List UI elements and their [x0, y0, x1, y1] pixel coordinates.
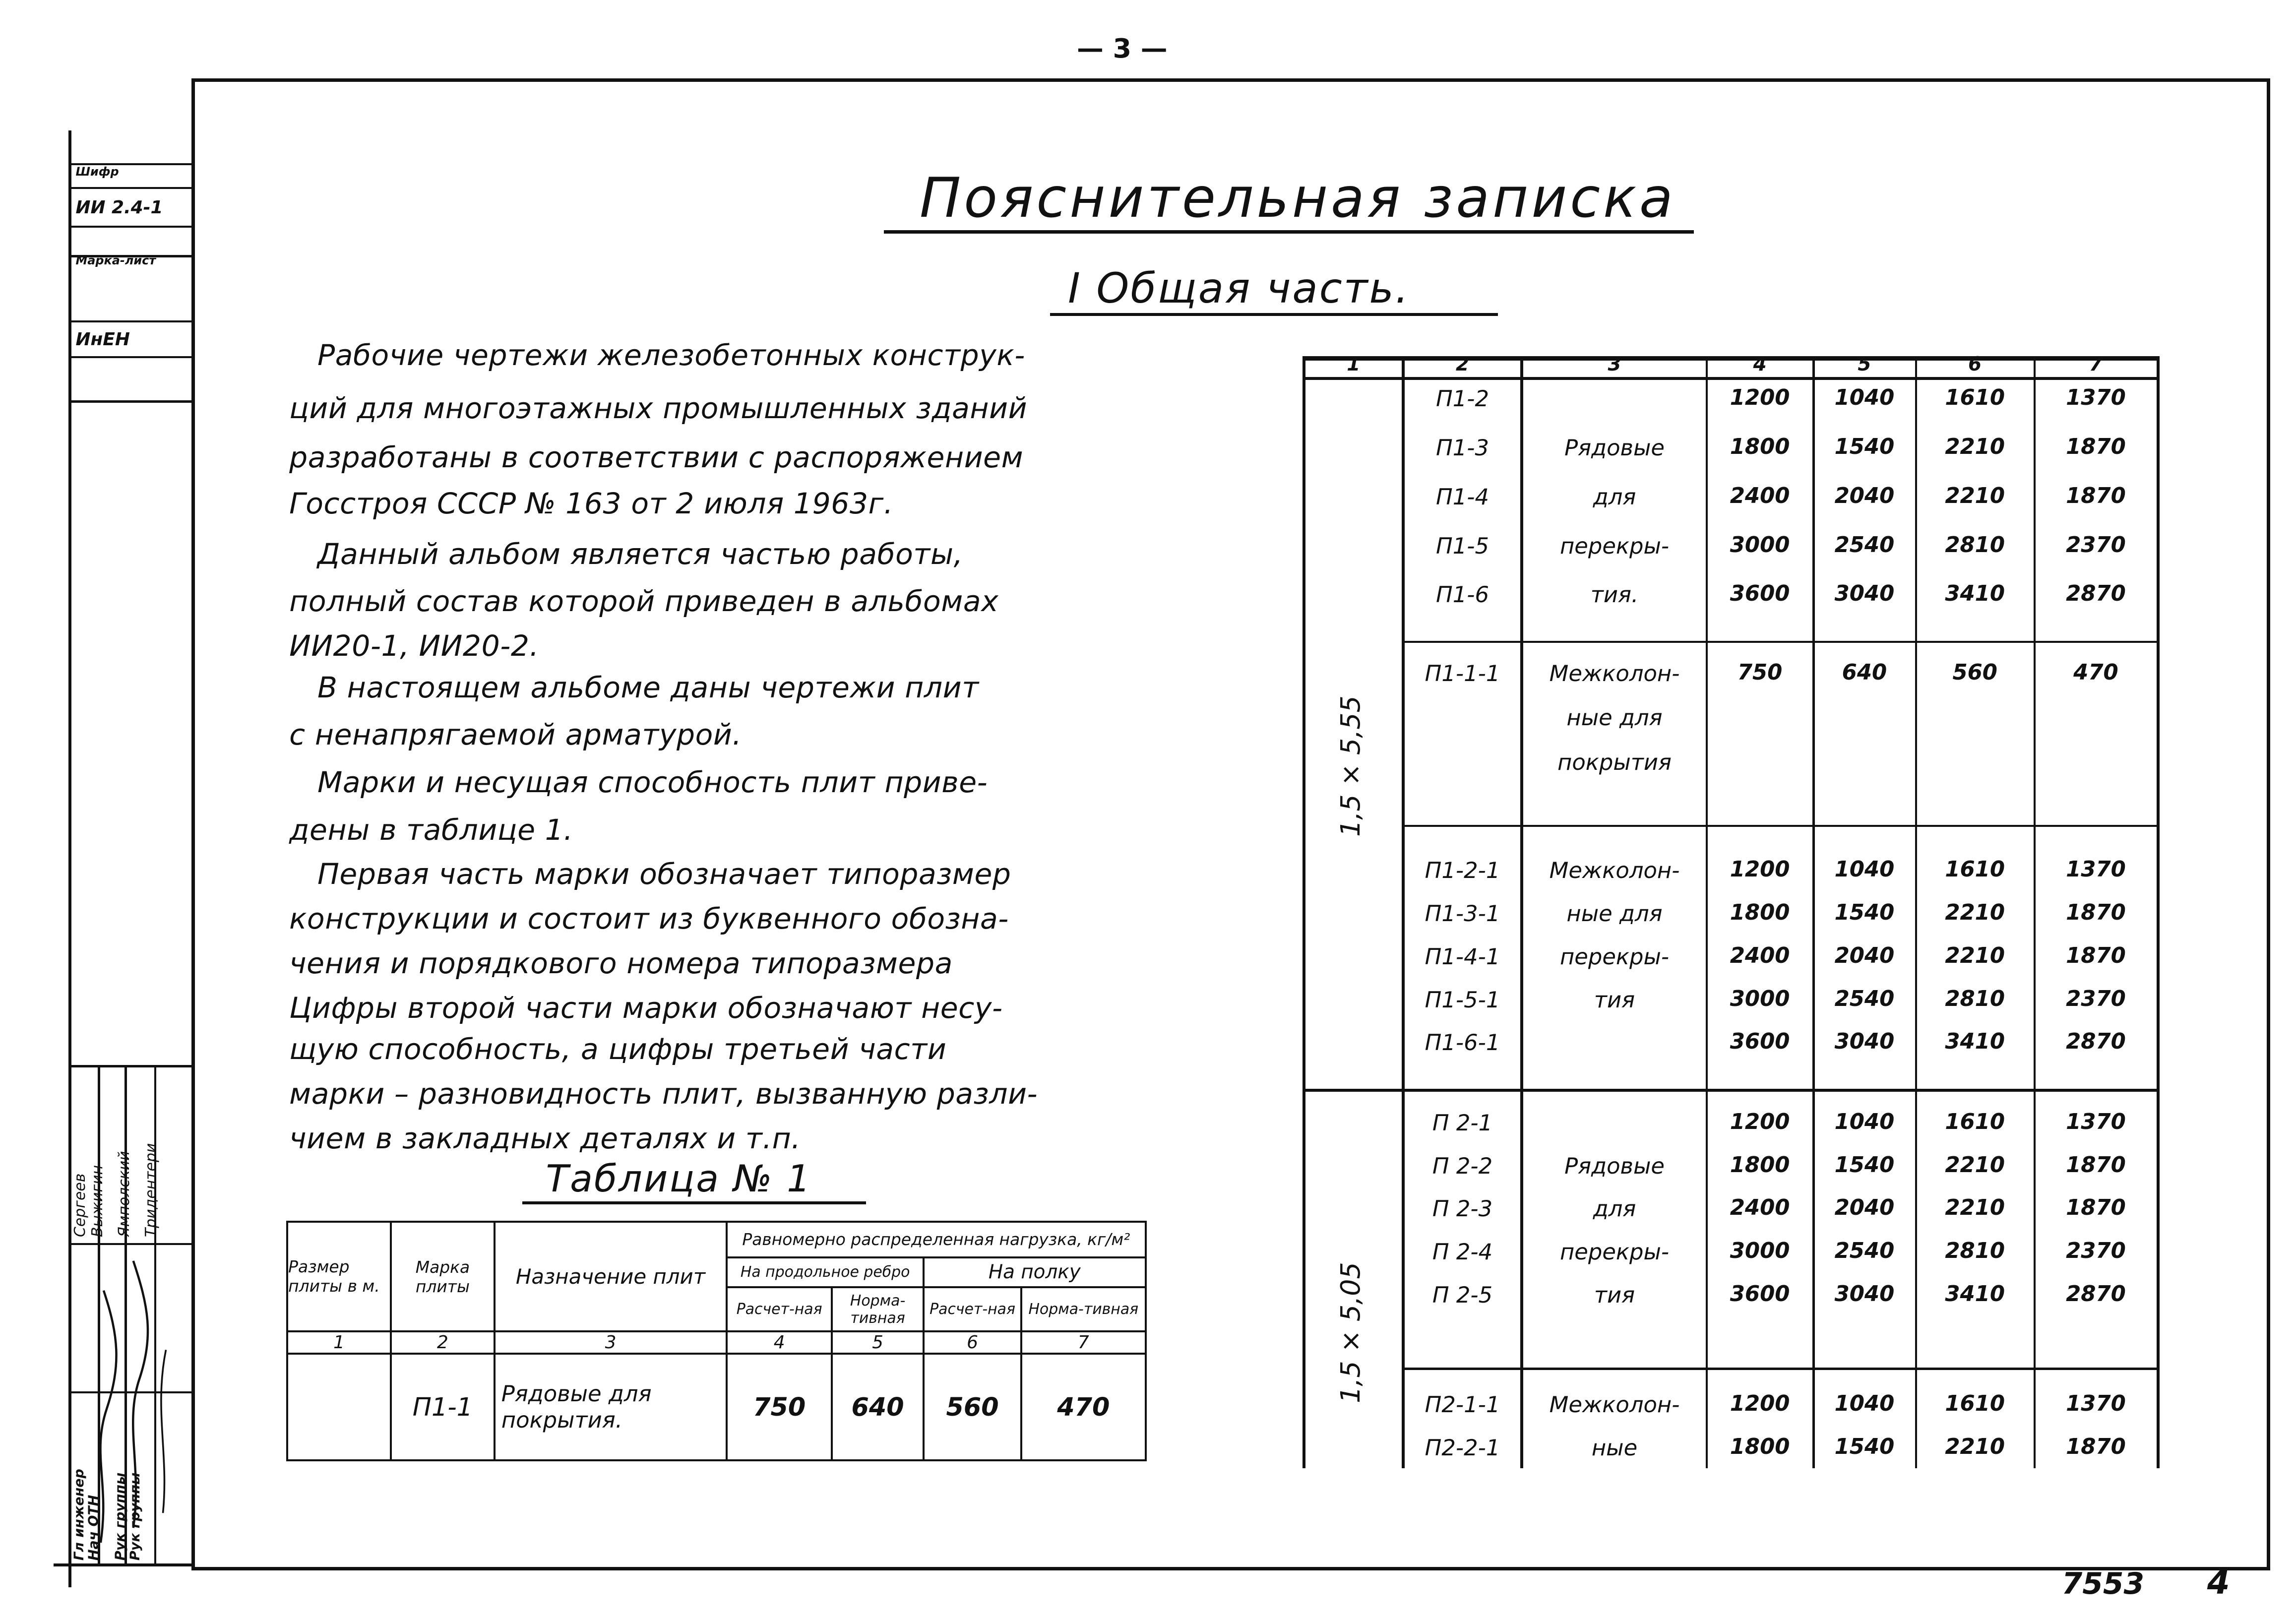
- page-title: Пояснительная записка: [920, 166, 1676, 230]
- rt-purpose: перекры-: [1559, 943, 1670, 970]
- rt-value: 2400: [1730, 943, 1790, 968]
- t1-h-mark: Марка плиты: [391, 1222, 495, 1331]
- rt-value: 1800: [1730, 1152, 1790, 1178]
- rt-mark: П 2-5: [1432, 1281, 1493, 1308]
- rt-purpose: для: [1593, 1195, 1636, 1222]
- rt-value: 2210: [1945, 483, 2005, 508]
- rt-value: 1200: [1730, 1109, 1790, 1134]
- rt-head: 2: [1455, 353, 1470, 375]
- rt-value: 2400: [1730, 483, 1790, 508]
- rt-value: 1200: [1730, 1391, 1790, 1416]
- rt-purpose: покрытия: [1557, 749, 1672, 776]
- t1-cell: [287, 1354, 391, 1460]
- rt-value: 2040: [1834, 483, 1895, 508]
- rt-value: 2540: [1834, 532, 1895, 558]
- rt-value: 3600: [1730, 1029, 1790, 1055]
- footer-sheet: 4: [2207, 1563, 2230, 1602]
- rt-purpose: Межколон-: [1549, 1391, 1680, 1418]
- body-line: Первая часть марки обозначает типоразмер: [317, 857, 1011, 891]
- rt-value: 1370: [2066, 385, 2126, 411]
- table1-caption: Таблица № 1: [546, 1157, 812, 1200]
- stamp-value: ИнЕН: [75, 329, 130, 350]
- rt-value: 1370: [2066, 857, 2126, 882]
- t1-h-norm2: Норма-тивная: [1021, 1287, 1146, 1332]
- rt-value: 2870: [2066, 1029, 2126, 1055]
- t1-h-size: Размер плиты в м.: [287, 1222, 391, 1331]
- rt-value: 1870: [2066, 1434, 2126, 1459]
- t1-h-shelf: На полку: [924, 1257, 1145, 1287]
- rt-value: 2210: [1945, 1195, 2005, 1221]
- rt-mark: П1-2-1: [1425, 857, 1500, 884]
- rt-value: 3600: [1730, 1281, 1790, 1307]
- marks-table: [1303, 353, 2160, 1469]
- rt-value: 1540: [1834, 1152, 1895, 1178]
- rt-mark: П1-5-1: [1425, 986, 1500, 1013]
- rt-value: 3410: [1945, 581, 2005, 607]
- rt-value: 2540: [1834, 986, 1895, 1011]
- body-line: ций для многоэтажных промышленных зданий: [289, 391, 1028, 426]
- rt-value: 2210: [1945, 1152, 2005, 1178]
- rt-value: 1800: [1730, 435, 1790, 460]
- body-line: разработаны в соответствии с распоряжением: [289, 440, 1024, 475]
- rt-purpose: тия: [1594, 986, 1635, 1013]
- rt-value: 2370: [2066, 986, 2126, 1011]
- rt-value: 560: [1952, 660, 1997, 685]
- rt-purpose: тия: [1594, 1281, 1635, 1308]
- rt-value: 1870: [2066, 1152, 2126, 1178]
- t1-num: 7: [1021, 1331, 1146, 1354]
- page-number: — 3 —: [1077, 32, 1168, 64]
- rt-value: 2400: [1730, 1195, 1790, 1221]
- name-2: Выжигин: [89, 1165, 107, 1237]
- body-line: Госстроя СССР № 163 от 2 июля 1963г.: [289, 486, 894, 520]
- rt-value: 3000: [1730, 1238, 1790, 1263]
- name-4: Тридентери: [142, 1143, 160, 1237]
- rt-value: 2210: [1945, 943, 2005, 968]
- rt-purpose: тия.: [1590, 581, 1639, 608]
- rt-purpose: перекры-: [1559, 532, 1670, 559]
- rt-head: 3: [1608, 353, 1621, 375]
- rt-mark: П1-3: [1436, 435, 1489, 461]
- rt-mark: П1-2: [1436, 385, 1489, 412]
- rt-value: 1540: [1834, 435, 1895, 460]
- t1-h-rib: На продольное ребро: [727, 1257, 924, 1287]
- rt-mark: П1-5: [1436, 532, 1489, 559]
- t1-num: 1: [287, 1331, 391, 1354]
- signer-4: Рук группы: [127, 1472, 143, 1561]
- body-line: щую способность, а цифры третьей части: [289, 1032, 947, 1066]
- rt-head: 1: [1347, 353, 1361, 375]
- rt-value: 1040: [1834, 385, 1895, 411]
- rt-value: 2370: [2066, 1238, 2126, 1263]
- body-line: конструкции и состоит из буквенного обозна-: [289, 902, 1009, 936]
- rt-value: 1200: [1730, 385, 1790, 411]
- rt-value: 1870: [2066, 943, 2126, 968]
- t1-num: 6: [924, 1331, 1021, 1354]
- t1-v: 640: [832, 1354, 924, 1460]
- body-line: Рабочие чертежи железобетонных конструк-: [317, 338, 1025, 372]
- rt-value: 1610: [1945, 1391, 2005, 1416]
- rt-purpose: перекры-: [1559, 1238, 1670, 1265]
- rt-purpose: ные для: [1566, 704, 1663, 731]
- rt-value: 2870: [2066, 581, 2126, 607]
- rt-value: 2210: [1945, 1434, 2005, 1459]
- table1: [286, 1221, 1146, 1461]
- body-line: дены в таблице 1.: [289, 812, 573, 847]
- rt-head: 4: [1753, 353, 1767, 375]
- t1-num: 4: [727, 1331, 832, 1354]
- signer-1: Гл инженер: [71, 1469, 87, 1561]
- rt-mark: П 2-3: [1432, 1195, 1493, 1222]
- size-label-b: 1,5 × 5,05: [1335, 1262, 1366, 1403]
- rt-value: 470: [2073, 660, 2118, 685]
- rt-value: 1040: [1834, 857, 1895, 882]
- section-title: I Общая часть.: [1068, 264, 1410, 313]
- t1-num: 2: [391, 1331, 495, 1354]
- rt-purpose: Межколон-: [1549, 857, 1680, 884]
- t1-h-norm: Норма-тивная: [832, 1287, 924, 1332]
- rt-value: 3600: [1730, 581, 1790, 607]
- rt-purpose: ные: [1591, 1434, 1638, 1461]
- name-3: Ямполский: [116, 1151, 133, 1237]
- rt-purpose: ные для: [1566, 900, 1663, 927]
- rt-value: 2370: [2066, 532, 2126, 558]
- rt-mark: П1-6-1: [1425, 1029, 1500, 1056]
- t1-num: 5: [832, 1331, 924, 1354]
- rt-value: 2540: [1834, 1238, 1895, 1263]
- t1-h-calc: Расчет-ная: [727, 1287, 832, 1332]
- rt-value: 2870: [2066, 1281, 2126, 1307]
- signatures-drawing: [89, 1246, 186, 1558]
- t1-h-calc2: Расчет-ная: [924, 1287, 1021, 1332]
- body-line: В настоящем альбоме даны чертежи плит: [317, 670, 979, 704]
- footer-code: 7553: [2061, 1566, 2145, 1601]
- rt-value: 2810: [1945, 532, 2005, 558]
- t1-v: 470: [1021, 1354, 1146, 1460]
- body-line: с ненапрягаемой арматурой.: [289, 718, 742, 752]
- rt-head: 7: [2089, 353, 2103, 375]
- rt-purpose: Рядовые: [1564, 1152, 1665, 1179]
- rt-value: 2810: [1945, 986, 2005, 1011]
- rt-value: 2210: [1945, 900, 2005, 926]
- rt-mark: П1-3-1: [1425, 900, 1500, 927]
- name-1: Сергеев: [71, 1173, 89, 1237]
- rt-value: 1800: [1730, 1434, 1790, 1459]
- signer-2: Нач ОТН: [86, 1495, 102, 1561]
- rt-value: 2040: [1834, 1195, 1895, 1221]
- body-line: Цифры второй части марки обозначают несу-: [289, 991, 1003, 1025]
- rt-value: 640: [1842, 660, 1887, 685]
- rt-mark: П2-2-1: [1425, 1434, 1500, 1461]
- rt-mark: П 2-4: [1432, 1238, 1493, 1265]
- body-line: Марки и несущая способность плит приве-: [317, 765, 988, 800]
- body-line: Данный альбом является частью работы,: [317, 537, 963, 571]
- stamp-label-cipher: Шифр: [75, 164, 119, 179]
- rt-value: 1610: [1945, 385, 2005, 411]
- body-line: чием в закладных деталях и т.п.: [289, 1121, 801, 1155]
- rt-head: 6: [1968, 353, 1982, 375]
- stamp-code: ИИ 2.4-1: [75, 197, 163, 218]
- signer-3: Рук группы: [113, 1472, 128, 1561]
- rt-value: 3040: [1834, 1029, 1895, 1055]
- rt-value: 1870: [2066, 483, 2126, 508]
- rt-head: 5: [1858, 353, 1871, 375]
- rt-value: 3410: [1945, 1281, 2005, 1307]
- rt-value: 3040: [1834, 1281, 1895, 1307]
- rt-purpose: Рядовые: [1564, 435, 1665, 461]
- t1-v: 560: [924, 1354, 1021, 1460]
- t1-h-purpose: Назначение плит: [495, 1222, 727, 1331]
- rt-value: 3000: [1730, 986, 1790, 1011]
- t1-h-load: Равномерно распределенная нагрузка, кг/м²: [727, 1222, 1145, 1257]
- rt-value: 2040: [1834, 943, 1895, 968]
- rt-value: 1870: [2066, 1195, 2126, 1221]
- rt-mark: П1-4-1: [1425, 943, 1500, 970]
- body-line: полный состав которой приведен в альбомах: [289, 584, 999, 619]
- rt-mark: П1-1-1: [1425, 660, 1500, 687]
- rt-purpose: для: [1593, 483, 1636, 510]
- rt-value: 3000: [1730, 532, 1790, 558]
- rt-value: 1870: [2066, 435, 2126, 460]
- rt-mark: П2-1-1: [1425, 1391, 1500, 1418]
- rt-value: 1200: [1730, 857, 1790, 882]
- rt-value: 1870: [2066, 900, 2126, 926]
- rt-value: 3040: [1834, 581, 1895, 607]
- rt-mark: П 2-2: [1432, 1152, 1493, 1179]
- rt-mark: П 2-1: [1432, 1109, 1493, 1136]
- body-line: марки – разновидность плит, вызванную разли-: [289, 1077, 1038, 1111]
- rt-value: 1370: [2066, 1391, 2126, 1416]
- rt-value: 3410: [1945, 1029, 2005, 1055]
- rt-value: 2210: [1945, 435, 2005, 460]
- rt-value: 1540: [1834, 1434, 1895, 1459]
- t1-num: 3: [495, 1331, 727, 1354]
- size-label-a: 1,5 × 5,55: [1335, 695, 1366, 837]
- stamp-label-mark: Марка-лист: [75, 253, 156, 268]
- rt-purpose: Межколон-: [1549, 660, 1680, 687]
- t1-mark: П1-1: [391, 1354, 495, 1460]
- rt-value: 1540: [1834, 900, 1895, 926]
- rt-mark: П1-6: [1436, 581, 1489, 608]
- rt-value: 2810: [1945, 1238, 2005, 1263]
- rt-value: 1370: [2066, 1109, 2126, 1134]
- rt-value: 1800: [1730, 900, 1790, 926]
- body-line: ИИ20-1, ИИ20-2.: [289, 628, 539, 663]
- rt-value: 1040: [1834, 1391, 1895, 1416]
- rt-value: 1610: [1945, 1109, 2005, 1134]
- rt-value: 1040: [1834, 1109, 1895, 1134]
- body-line: чения и порядкового номера типоразмера: [289, 946, 953, 980]
- rt-value: 1610: [1945, 857, 2005, 882]
- rt-value: 750: [1737, 660, 1783, 685]
- t1-purpose: Рядовые для покрытия.: [495, 1354, 727, 1460]
- t1-v: 750: [727, 1354, 832, 1460]
- rt-mark: П1-4: [1436, 483, 1489, 510]
